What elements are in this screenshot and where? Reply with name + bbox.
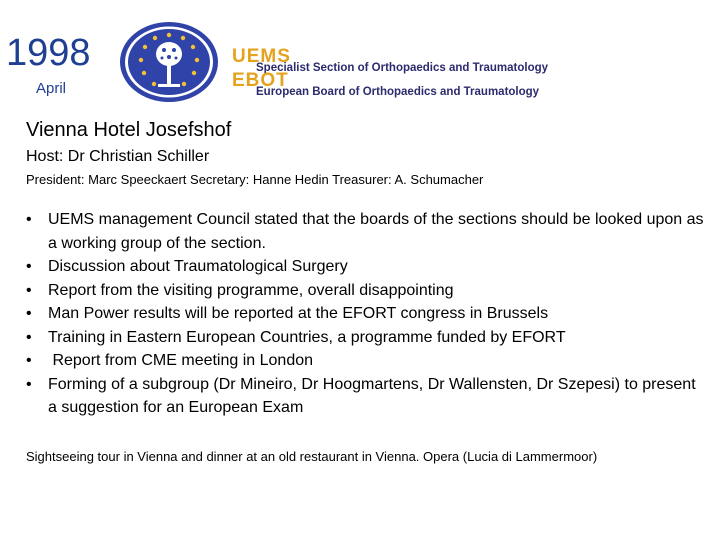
list-item: • Discussion about Traumatological Surgery [26,255,706,279]
board-title: European Board of Orthopaedics and Traumatology [256,86,540,98]
bullet-icon: • [26,211,32,228]
uems-ebot-wordmark [232,46,632,100]
host-line: Host: Dr Christian Schiller [26,148,210,165]
bullet-icon: • [26,352,32,369]
month-label: April [36,80,67,97]
list-item: • Training in Eastern European Countries, a programme funded by EFORT [26,326,706,350]
year-label: 1998 [6,32,91,74]
bullet-icon: • [26,328,32,346]
list-item: • Report from the visiting programme, overall disappointing [26,279,706,303]
footer-note: Sightseeing tour in Vienna and dinner at an old restaurant in Vienna. Opera (Lucia di Lammermoor) [26,449,598,464]
section-title: Specialist Section of Orthopaedics and Traumatology [256,62,549,74]
date-block [0,30,100,108]
bullet-icon: • [26,305,32,322]
list-item: • Report from CME meeting in London [26,349,706,373]
ebot-acronym: EBOT [232,70,289,91]
list-item: • Forming of a subgroup (Dr Mineiro, Dr Hoogmartens, Dr Wallensten, Dr Szepesi) to present a suggestion for an European Exam [26,373,706,420]
venue-heading: Vienna Hotel Josefshof [26,119,232,141]
bullet-icon: • [26,258,32,275]
agenda-list [26,208,706,420]
list-item: • UEMS management Council stated that the boards of the sections should be looked upon as a working group of the section. [26,208,706,255]
bullet-icon: • [26,281,32,299]
bullet-icon: • [26,375,32,393]
officers-line: President: Marc Speeckaert Secretary: Hanne Hedin Treasurer: A. Schumacher [26,172,484,187]
list-item: • Man Power results will be reported at the EFORT congress in Brussels [26,302,706,326]
ebot-seal-logo [118,20,220,104]
uems-acronym: UEMS [232,46,291,67]
